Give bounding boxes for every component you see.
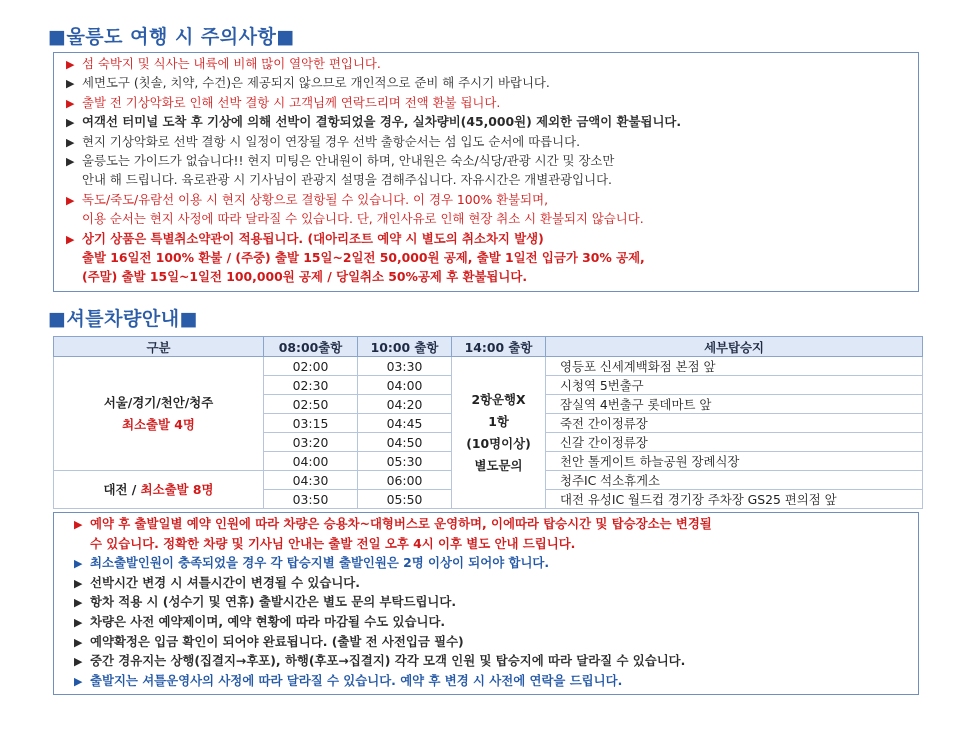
bullet-arrow-icon: ▶ bbox=[66, 155, 75, 168]
notice-line bbox=[74, 613, 445, 632]
notice-text: 출발지는 셔틀운영사의 사정에 따라 달라질 수 있습니다. 예약 후 변경 시 사전에 연락을 드립니다. bbox=[90, 672, 623, 688]
header-ferry-1400: 14:00 출항 bbox=[452, 337, 546, 357]
time-1000: 04:00 bbox=[358, 376, 452, 395]
bullet-arrow-icon: ▶ bbox=[66, 77, 75, 91]
boarding-point: 청주IC 석소휴게소 bbox=[546, 471, 923, 490]
header-boarding-points: 세부탑승지 bbox=[546, 337, 923, 357]
bullet-arrow-icon: ▶ bbox=[66, 116, 75, 130]
region-cell-seoul bbox=[54, 357, 264, 471]
section-title-shuttle: ■셔틀차량안내■ bbox=[48, 308, 199, 330]
notice-text: 안내 해 드립니다. 육로관광 시 기사님이 관광지 설명을 겸해주십니다. 자유시간은 개별관광입니다. bbox=[82, 172, 612, 188]
notice-line bbox=[66, 113, 681, 132]
notice-line bbox=[66, 94, 500, 113]
ferry-1400-line: 별도문의 bbox=[474, 457, 523, 473]
notice-box bbox=[53, 52, 919, 292]
notice-text: (주말) 출발 15일~1일전 100,000원 공제 / 당일취소 50%공제 후 환불됩니다. bbox=[82, 269, 528, 285]
notice-text: 현지 기상악화로 선박 결항 시 일정이 연장될 경우 선박 출항순서는 섬 입도 순서에 따릅니다. bbox=[82, 133, 581, 149]
notice-line bbox=[66, 133, 580, 152]
bullet-arrow-icon: ▶ bbox=[66, 96, 75, 110]
bullet-arrow-icon: ▶ bbox=[74, 518, 83, 531]
boarding-point: 영등포 신세계백화점 본점 앞 bbox=[546, 357, 923, 376]
shuttle-table-header-row bbox=[54, 337, 923, 357]
notice-text: 울릉도는 가이드가 없습니다!! 현지 미팅은 안내원이 하며, 안내원은 숙소/식당/관광 시간 및 장소만 bbox=[82, 153, 615, 168]
notice-text: 차량은 사전 예약제이며, 예약 현황에 따라 마감될 수도 있습니다. bbox=[90, 614, 446, 629]
time-0800: 03:15 bbox=[264, 414, 358, 433]
notice-line bbox=[74, 574, 360, 593]
notice-text: 상기 상품은 특별취소약관이 적용됩니다. (대아리조트 예약 시 별도의 취소차지 발생) bbox=[82, 230, 544, 246]
notice-text: 세면도구 (칫솔, 치약, 수건)은 제공되지 않으므로 개인적으로 준비 해 주시기 바랍니다. bbox=[82, 75, 550, 91]
notice-line bbox=[66, 249, 645, 267]
boarding-point: 신갈 간이정류장 bbox=[546, 433, 923, 452]
boarding-point: 잠실역 4번출구 롯데마트 앞 bbox=[546, 395, 923, 414]
time-0800: 04:00 bbox=[264, 452, 358, 471]
notice-line bbox=[66, 152, 614, 171]
time-0800: 03:20 bbox=[264, 433, 358, 452]
notice-text: 독도/죽도/유람선 이용 시 현지 상황으로 결항될 수 있습니다. 이 경우 100% 환불되며, bbox=[82, 191, 549, 207]
ferry-1400-line: 2항운행X bbox=[471, 391, 526, 407]
notice-line bbox=[66, 268, 527, 286]
notice-text: 예약 후 출발일별 예약 인원에 따라 차량은 승용차~대형버스로 운영하며, 이에따라 탑승시간 및 탑승장소는 변경될 bbox=[90, 516, 712, 531]
region-cell-daejeon bbox=[54, 471, 264, 509]
notice-line bbox=[74, 535, 575, 553]
bullet-arrow-icon: ▶ bbox=[66, 193, 75, 207]
bullet-arrow-icon: ▶ bbox=[66, 135, 75, 149]
table-row bbox=[54, 357, 923, 376]
ferry-1400-info bbox=[452, 357, 546, 509]
notice-line bbox=[74, 672, 622, 691]
bullet-arrow-icon: ▶ bbox=[74, 655, 83, 669]
bullet-arrow-icon: ▶ bbox=[74, 674, 83, 688]
notice-line bbox=[66, 74, 550, 93]
bullet-arrow-icon: ▶ bbox=[74, 596, 83, 610]
notice-text: 출발 전 기상악화로 인해 선박 결항 시 고객님께 연락드리며 전액 환불 됩니다. bbox=[82, 94, 501, 110]
notice-line bbox=[74, 593, 456, 612]
shuttle-table bbox=[53, 336, 923, 509]
notice-text: 중간 경유지는 상행(집결지→후포), 하행(후포→집결지) 각각 모객 인원 및 탑승지에 따라 달라질 수 있습니다. bbox=[90, 653, 686, 669]
bullet-arrow-icon: ▶ bbox=[74, 635, 83, 649]
bullet-arrow-icon: ▶ bbox=[74, 557, 83, 571]
notice-text: 섬 숙박지 및 식사는 내륙에 비해 많이 열악한 편입니다. bbox=[82, 56, 381, 71]
time-1000: 04:50 bbox=[358, 433, 452, 452]
time-1000: 03:30 bbox=[358, 357, 452, 376]
min-departure-label: 최소출발 8명 bbox=[140, 481, 214, 497]
notice-line bbox=[74, 515, 712, 534]
boarding-point: 천안 톨게이트 하늘공원 장례식장 bbox=[546, 452, 923, 471]
notice-text: 최소출발인원이 충족되었을 경우 각 탑승지별 출발인원은 2명 이상이 되어야 합니다. bbox=[90, 555, 550, 571]
header-ferry-1000: 10:00 출항 bbox=[358, 337, 452, 357]
region-name: 서울/경기/천안/청주 bbox=[103, 394, 214, 410]
time-1000: 04:45 bbox=[358, 414, 452, 433]
time-0800: 04:30 bbox=[264, 471, 358, 490]
time-1000: 04:20 bbox=[358, 395, 452, 414]
bullet-arrow-icon: ▶ bbox=[74, 576, 83, 590]
notice-text: 출발 16일전 100% 환불 / (주중) 출발 15일~2일전 50,000원 공제, 출발 1일전 입금가 30% 공제, bbox=[82, 250, 645, 265]
notice-line bbox=[74, 633, 464, 652]
boarding-point: 시청역 5번출구 bbox=[546, 376, 923, 395]
notice-line bbox=[66, 210, 644, 228]
header-category: 구분 bbox=[54, 337, 264, 357]
section-title-ulleungdo-notice: ■울릉도 여행 시 주의사항■ bbox=[48, 26, 295, 48]
ferry-1400-line: (10명이상) bbox=[466, 435, 531, 451]
time-0800: 03:50 bbox=[264, 490, 358, 509]
notice-text: 여객선 터미널 도착 후 기상에 의해 선박이 결항되었을 경우, 실차량비(45,000원) 제외한 금액이 환불됩니다. bbox=[82, 114, 682, 130]
time-1000: 05:50 bbox=[358, 490, 452, 509]
shuttle-notice-box bbox=[53, 512, 919, 695]
time-1000: 06:00 bbox=[358, 471, 452, 490]
notice-text: 이용 순서는 현지 사정에 따라 달라질 수 있습니다. 단, 개인사유로 인해 현장 취소 시 환불되지 않습니다. bbox=[82, 211, 644, 227]
bullet-arrow-icon: ▶ bbox=[74, 616, 83, 629]
boarding-point: 대전 유성IC 월드컵 경기장 주차장 GS25 편의점 앞 bbox=[546, 490, 923, 509]
time-0800: 02:30 bbox=[264, 376, 358, 395]
notice-line bbox=[66, 55, 381, 74]
time-1000: 05:30 bbox=[358, 452, 452, 471]
bullet-arrow-icon: ▶ bbox=[66, 58, 75, 71]
notice-line bbox=[66, 191, 548, 210]
notice-line bbox=[66, 230, 544, 249]
min-departure-label: 최소출발 4명 bbox=[122, 416, 195, 432]
boarding-point: 죽전 간이정류장 bbox=[546, 414, 923, 433]
notice-line bbox=[74, 554, 549, 573]
header-ferry-0800: 08:00출항 bbox=[264, 337, 358, 357]
notice-text: 선박시간 변경 시 셔틀시간이 변경될 수 있습니다. bbox=[90, 574, 360, 590]
notice-line bbox=[66, 171, 612, 189]
notice-text: 수 있습니다. 정확한 차량 및 기사님 안내는 출발 전일 오후 4시 이후 별도 안내 드립니다. bbox=[90, 535, 576, 551]
notice-text: 항차 적용 시 (성수기 및 연휴) 출발시간은 별도 문의 부탁드립니다. bbox=[90, 594, 457, 610]
notice-line bbox=[74, 652, 685, 671]
time-0800: 02:00 bbox=[264, 357, 358, 376]
ferry-1400-line: 1항 bbox=[488, 413, 509, 429]
bullet-arrow-icon: ▶ bbox=[66, 232, 75, 246]
time-0800: 02:50 bbox=[264, 395, 358, 414]
region-name: 대전 / bbox=[103, 481, 141, 497]
notice-text: 예약확정은 입금 확인이 되어야 완료됩니다. (출발 전 사전입금 필수) bbox=[90, 633, 464, 649]
